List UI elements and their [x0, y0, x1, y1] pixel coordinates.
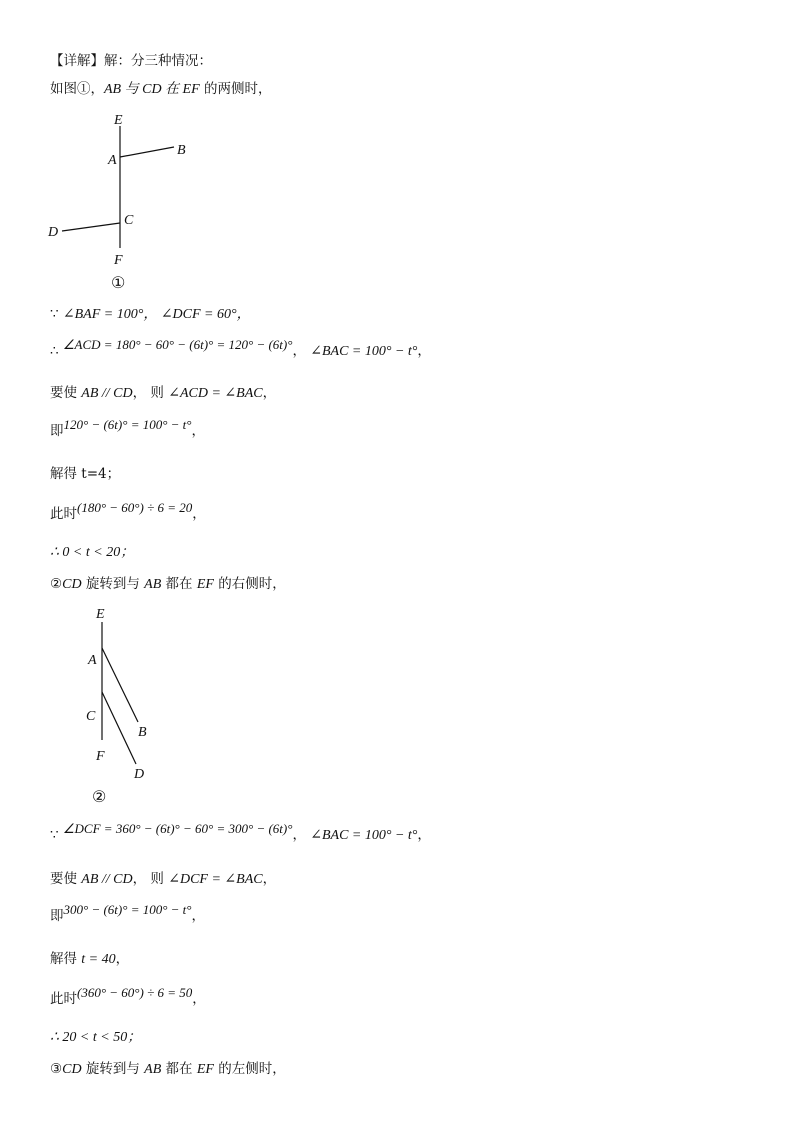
figure-2-caption: ②: [92, 789, 107, 806]
time-bound-2: 此时(360° − 60°) ÷ 6 = 50，: [50, 985, 206, 1007]
label-c: C: [86, 709, 96, 724]
label-f: F: [96, 749, 105, 764]
case-2-intro: ②CD 旋转到与 AB 都在 EF 的右侧时，: [50, 576, 286, 592]
equation-1: 即120° − (6t)° = 100° − t°，: [50, 417, 205, 439]
label-c: C: [124, 213, 134, 228]
figure-2: [70, 600, 230, 810]
case-3-intro: ③CD 旋转到与 AB 都在 EF 的左侧时，: [50, 1061, 286, 1077]
label-b: B: [138, 725, 147, 740]
label-b: B: [177, 143, 186, 158]
line-cd: [62, 223, 120, 231]
parallel-condition-2: 要使 AB // CD， 则 ∠DCF = ∠BAC，: [50, 871, 277, 887]
solution-2: 解得 t = 40，: [50, 951, 130, 967]
figure-1: [40, 108, 240, 293]
range-2: ∴ 20 < t < 50；: [50, 1030, 142, 1045]
range-1: ∴ 0 < t < 20；: [50, 545, 135, 560]
time-bound-1: 此时(180° − 60°) ÷ 6 = 20，: [50, 500, 206, 522]
label-f: F: [114, 253, 123, 268]
case-1-intro: 如图①，AB 与 CD 在 EF 的两侧时，: [50, 81, 272, 97]
label-e: E: [114, 113, 123, 128]
line-ab: [120, 147, 174, 157]
angle-dcf-derivation: ∵ ∠DCF = 360° − (6t)° − 60° = 300° − (6t)°， ∠BAC = 100° − t°，: [50, 821, 431, 843]
figure-1-caption: ①: [111, 275, 126, 292]
label-d: D: [134, 767, 145, 782]
given-angles: ∵ ∠BAF = 100°， ∠DCF = 60°，: [50, 306, 251, 322]
label-a: A: [88, 653, 97, 668]
line-cd: [102, 692, 136, 764]
label-e: E: [96, 607, 105, 622]
label-a: A: [108, 153, 117, 168]
solution-heading: 【详解】解：分三种情况：: [50, 53, 212, 69]
angle-acd-derivation: ∴ ∠ACD = 180° − 60° − (6t)° = 120° − (6t)°， ∠BAC = 100° − t°，: [50, 337, 431, 359]
label-d: D: [48, 225, 59, 240]
parallel-condition-1: 要使 AB // CD， 则 ∠ACD = ∠BAC，: [50, 385, 277, 401]
line-ab: [102, 648, 138, 722]
solution-1: 解得 t=4；: [50, 466, 121, 482]
equation-2: 即300° − (6t)° = 100° − t°，: [50, 902, 205, 924]
